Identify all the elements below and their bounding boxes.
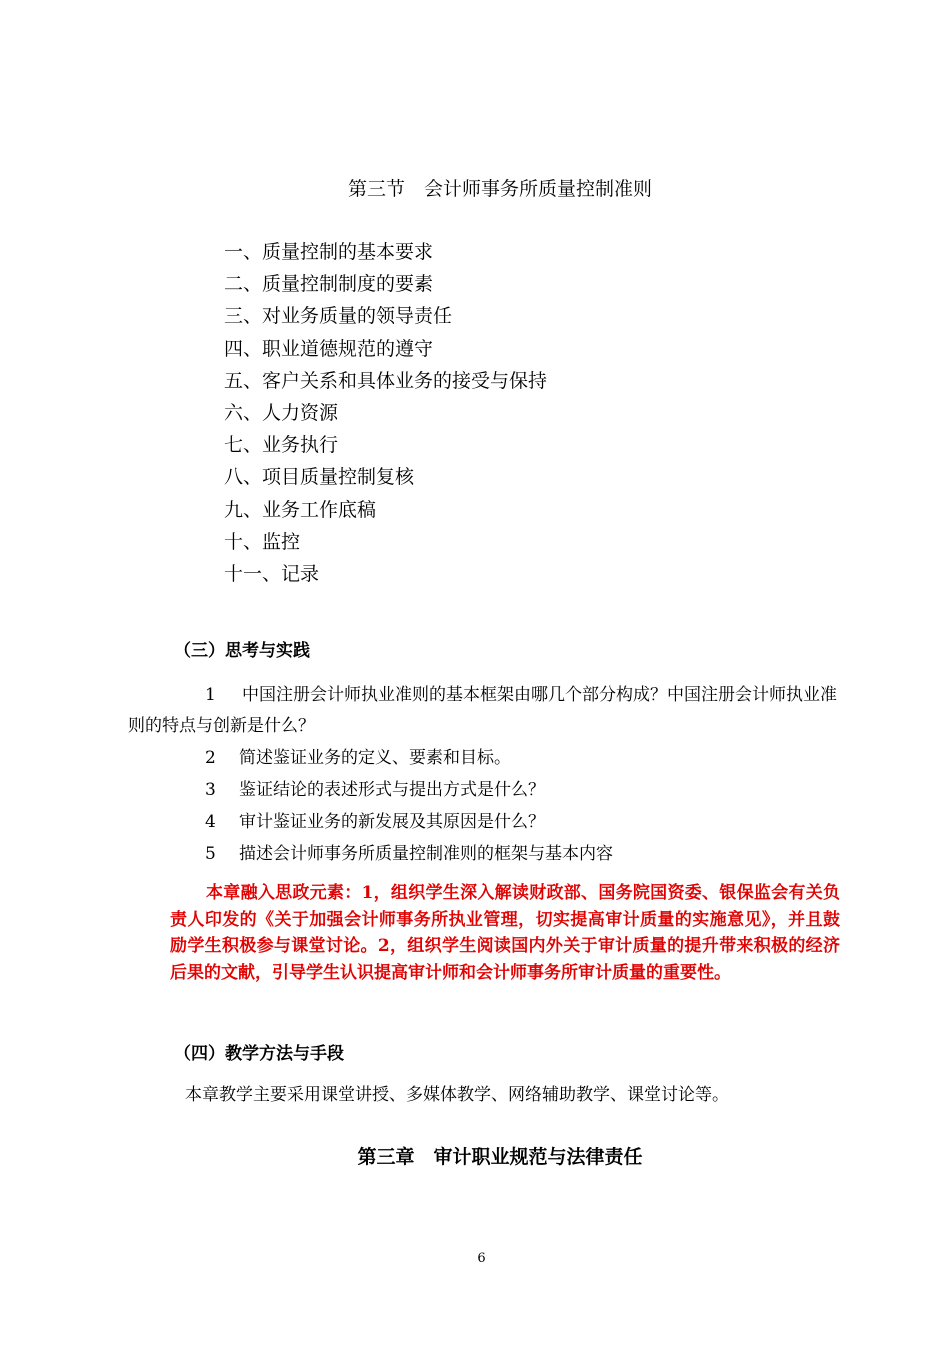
question-number: 3 — [205, 780, 216, 800]
outline-item: 二、质量控制制度的要素 — [224, 273, 434, 296]
question-number: 5 — [205, 844, 216, 864]
outline-item: 七、业务执行 — [224, 434, 339, 457]
outline-item: 九、业务工作底稿 — [224, 498, 377, 521]
question-number: 1 — [205, 685, 216, 705]
question-text: 鉴证结论的表述形式与提出方式是什么？ — [239, 780, 545, 800]
section-outline — [224, 236, 547, 590]
question-text: 简述鉴证业务的定义、要素和目标。 — [239, 748, 511, 768]
think-practice-heading: （三）思考与实践 — [174, 641, 310, 661]
outline-item: 八、项目质量控制复核 — [224, 466, 415, 489]
question-item — [205, 806, 613, 838]
teaching-methods-text: 本章教学主要采用课堂讲授、多媒体教学、网络辅助教学、课堂讨论等。 — [185, 1085, 729, 1105]
page-number: 6 — [477, 1251, 486, 1266]
question-text: 中国注册会计师执业准则的基本框架由哪几个部分构成？中国注册会计师执业准则的特点与创新是什么？ — [128, 685, 837, 736]
outline-item: 六、人力资源 — [224, 401, 339, 424]
question-item — [128, 680, 848, 742]
outline-item: 四、职业道德规范的遵守 — [224, 337, 434, 360]
question-number: 2 — [205, 748, 216, 768]
outline-item: 三、对业务质量的领导责任 — [224, 305, 453, 328]
outline-item: 十一、记录 — [224, 562, 320, 585]
ideology-note: 本章融入思政元素：1，组织学生深入解读财政部、国务院国资委、银保监会有关负责人印发的《关于加强会计师事务所执业管理，切实提高审计质量的实施意见》，并且鼓励学生积极参与课堂讨论。2，组织学生阅读国内外关于审计质量的提升带来积极的经济后果的文献，引导学生认识提高审计师和会计师事务所审计质量的重要性。 — [170, 883, 840, 983]
question-item — [205, 774, 613, 806]
question-number: 4 — [205, 812, 216, 832]
section-title: 第三节 会计师事务所质量控制准则 — [347, 178, 652, 200]
question-text: 描述会计师事务所质量控制准则的框架与基本内容 — [239, 844, 613, 864]
chapter-title: 第三章 审计职业规范与法律责任 — [357, 1146, 643, 1168]
outline-item: 五、客户关系和具体业务的接受与保持 — [224, 369, 548, 392]
outline-item: 一、质量控制的基本要求 — [224, 241, 434, 263]
outline-item: 十、监控 — [224, 530, 301, 553]
question-item — [205, 742, 613, 774]
question-text: 审计鉴证业务的新发展及其原因是什么？ — [239, 812, 545, 832]
teaching-methods-heading: （四）教学方法与手段 — [174, 1044, 344, 1064]
question-item — [205, 838, 613, 870]
question-list — [205, 742, 613, 870]
